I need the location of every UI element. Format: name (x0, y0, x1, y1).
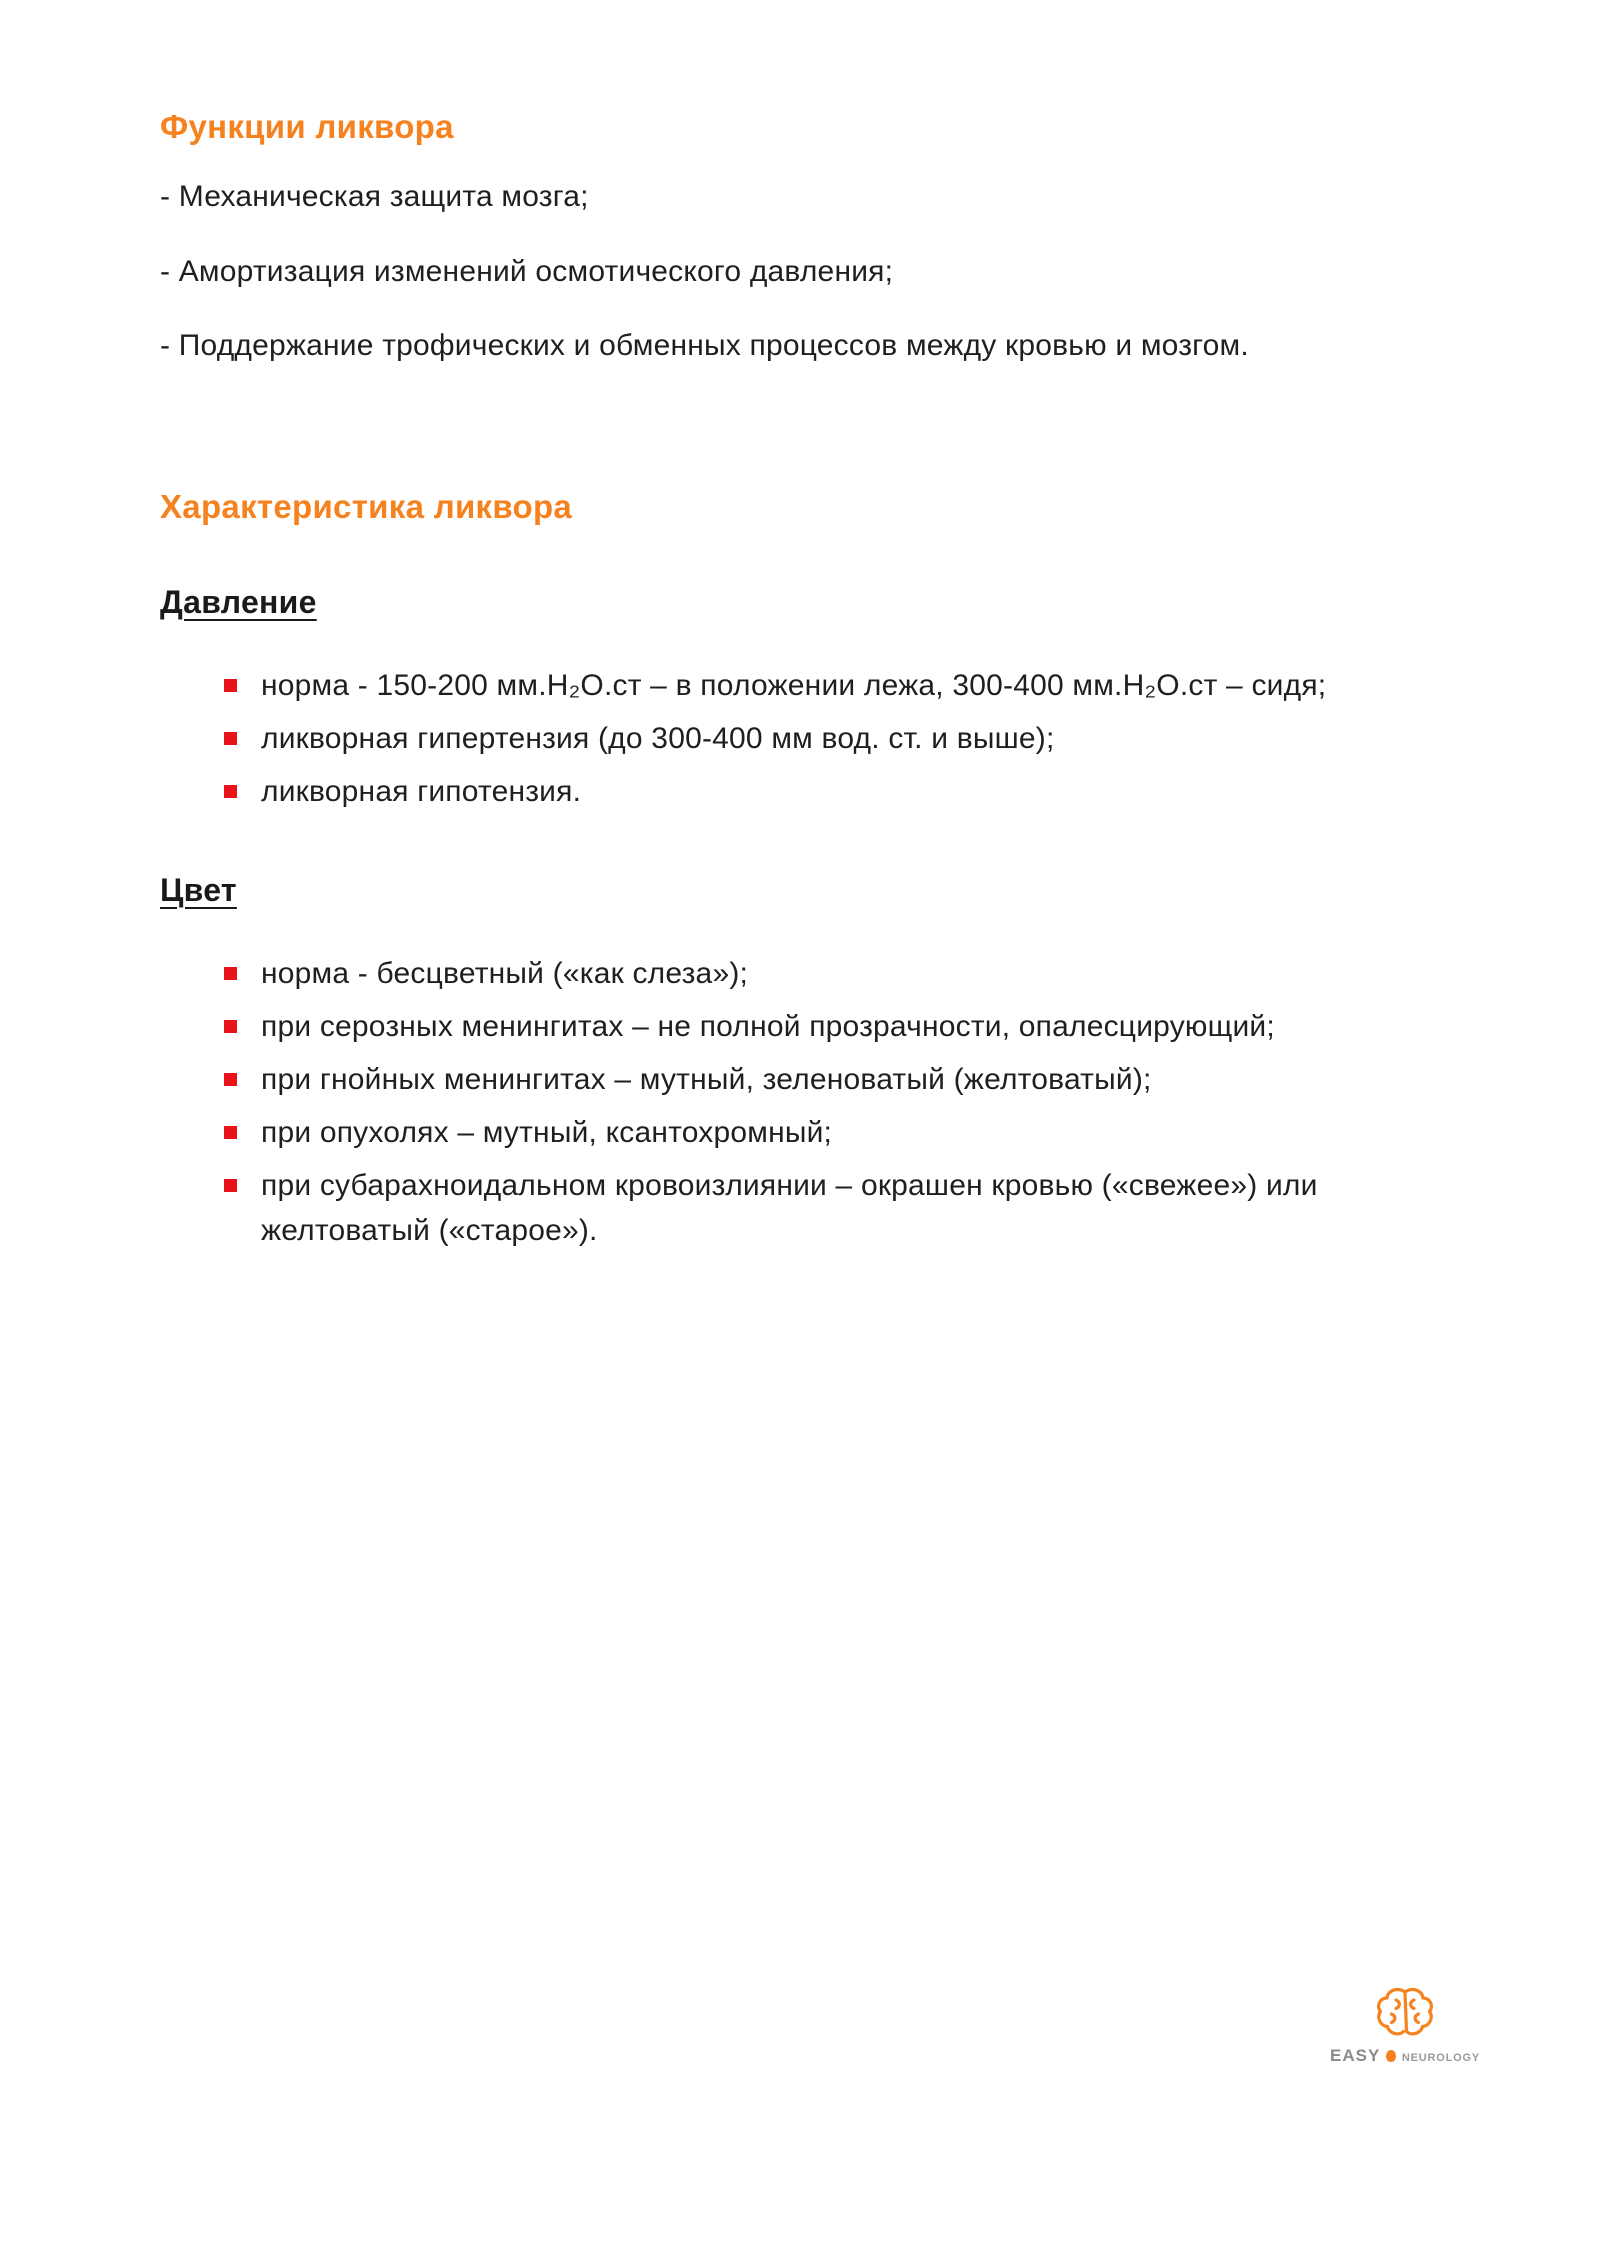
bullet-square-icon (224, 1020, 237, 1033)
list-item: при серозных менингитах – не полной прозрачности, опалесцирующий; (224, 1004, 1450, 1049)
list-item: при субарахноидальном кровоизлиянии – окрашен кровью («свежее») или желтоватый («старое»). (224, 1163, 1450, 1253)
bullet-square-icon (224, 1126, 237, 1139)
function-item-2: - Амортизация изменений осмотического давления; (160, 254, 894, 288)
logo-easy-label: EASY (1330, 2046, 1381, 2065)
list-item: ликворная гипертензия (до 300-400 мм вод. ст. и выше); (224, 716, 1450, 761)
easy-neurology-logo (1330, 1985, 1480, 2066)
brain-icon (1374, 1985, 1436, 2044)
color-bullet-list (160, 951, 1450, 1253)
list-item: ликворная гипотензия. (224, 769, 1450, 814)
list-item: при опухолях – мутный, ксантохромный; (224, 1110, 1450, 1155)
bullet-square-icon (224, 785, 237, 798)
logo-neurology-label: NEUROLOGY (1401, 2052, 1480, 2064)
bullet-square-icon (224, 967, 237, 980)
list-item: норма - бесцветный («как слеза»); (224, 951, 1450, 996)
bullet-square-icon (224, 679, 237, 692)
section-title-characteristics: Характеристика ликвора (160, 487, 573, 525)
pressure-bullet-list (160, 663, 1450, 814)
bullet-square-icon (224, 732, 237, 745)
function-item-3: - Поддержание трофических и обменных процессов между кровью и мозгом. (160, 329, 1249, 362)
function-item-1: - Механическая защита мозга; (160, 180, 589, 213)
list-item: при гнойных менингитах – мутный, зеленоватый (желтоватый); (224, 1057, 1450, 1102)
section-title-functions: Функции ликвора (160, 108, 454, 145)
mini-brain-icon (1386, 2050, 1396, 2062)
bullet-square-icon (224, 1073, 237, 1086)
subsection-title-pressure: Давление (160, 583, 317, 620)
list-item: норма - 150-200 мм.H₂O.ст – в положении лежа, 300-400 мм.H₂O.ст – сидя; (224, 663, 1450, 708)
logo-text-row (1330, 2046, 1480, 2066)
subsection-title-color: Цвет (160, 871, 237, 908)
bullet-square-icon (224, 1179, 237, 1192)
